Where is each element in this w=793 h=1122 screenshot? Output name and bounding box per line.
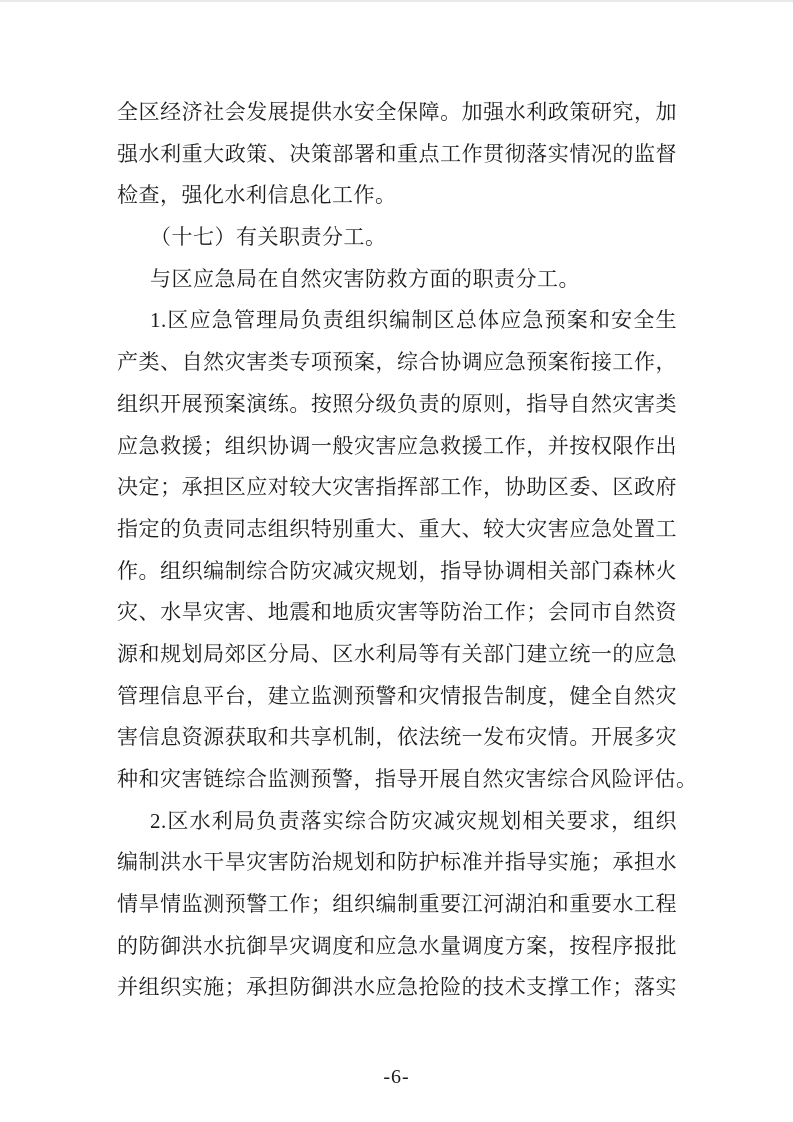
text-line: 指定的负责同志组织特别重大、重大、较大灾害应急处置工 <box>117 516 677 541</box>
text-line: 强水利重大政策、决策部署和重点工作贯彻落实情况的监督 <box>117 141 677 166</box>
text-line: 组织开展预案演练。按照分级负责的原则，指导自然灾害类 <box>117 391 677 416</box>
text-line: 源和规划局郊区分局、区水利局等有关部门建立统一的应急 <box>117 641 677 666</box>
text-line: 情旱情监测预警工作；组织编制重要江河湖泊和重要水工程 <box>117 892 677 917</box>
text-line: 决定；承担区应对较大灾害指挥部工作，协助区委、区政府 <box>117 475 677 500</box>
paragraph <box>117 92 677 217</box>
paragraph <box>117 217 677 259</box>
text-line: 产类、自然灾害类专项预案，综合协调应急预案衔接工作， <box>117 350 677 375</box>
text-line: 全区经济社会发展提供水安全保障。加强水利政策研究，加 <box>117 100 677 124</box>
text-line: 应急救援；组织协调一般灾害应急救援工作，并按权限作出 <box>117 433 677 458</box>
text-line: 灾、水旱灾害、地震和地质灾害等防治工作；会同市自然资 <box>117 600 677 625</box>
text-line: 并组织实施；承担防御洪水应急抢险的技术支撑工作；落实 <box>117 975 677 1000</box>
text-line: （十七）有关职责分工。 <box>150 225 387 250</box>
text-line: 1.区应急管理局负责组织编制区总体应急预案和安全生 <box>150 308 677 333</box>
text-line: 管理信息平台，建立监测预警和灾情报告制度，健全自然灾 <box>117 683 677 708</box>
text-line: 的防御洪水抗御旱灾调度和应急水量调度方案，按程序报批 <box>117 933 677 958</box>
text-line: 编制洪水干旱灾害防治规划和防护标准并指导实施；承担水 <box>117 850 677 875</box>
document-body <box>117 92 698 1009</box>
text-line: 2.区水利局负责落实综合防灾减灾规划相关要求，组织 <box>150 808 677 833</box>
text-line: 种和灾害链综合监测预警，指导开展自然灾害综合风险评估。 <box>117 767 698 791</box>
text-line: 与区应急局在自然灾害防救方面的职责分工。 <box>150 266 580 291</box>
paragraph <box>117 259 677 301</box>
text-line: 检查，强化水利信息化工作。 <box>117 183 397 208</box>
text-line: 作。组织编制综合防灾减灾规划，指导协调相关部门森林火 <box>117 558 677 583</box>
page-number: -6- <box>383 1066 410 1088</box>
text-line: 害信息资源获取和共享机制，依法统一发布灾情。开展多灾 <box>117 725 677 750</box>
paragraph <box>117 300 698 800</box>
paragraph <box>117 801 677 1009</box>
